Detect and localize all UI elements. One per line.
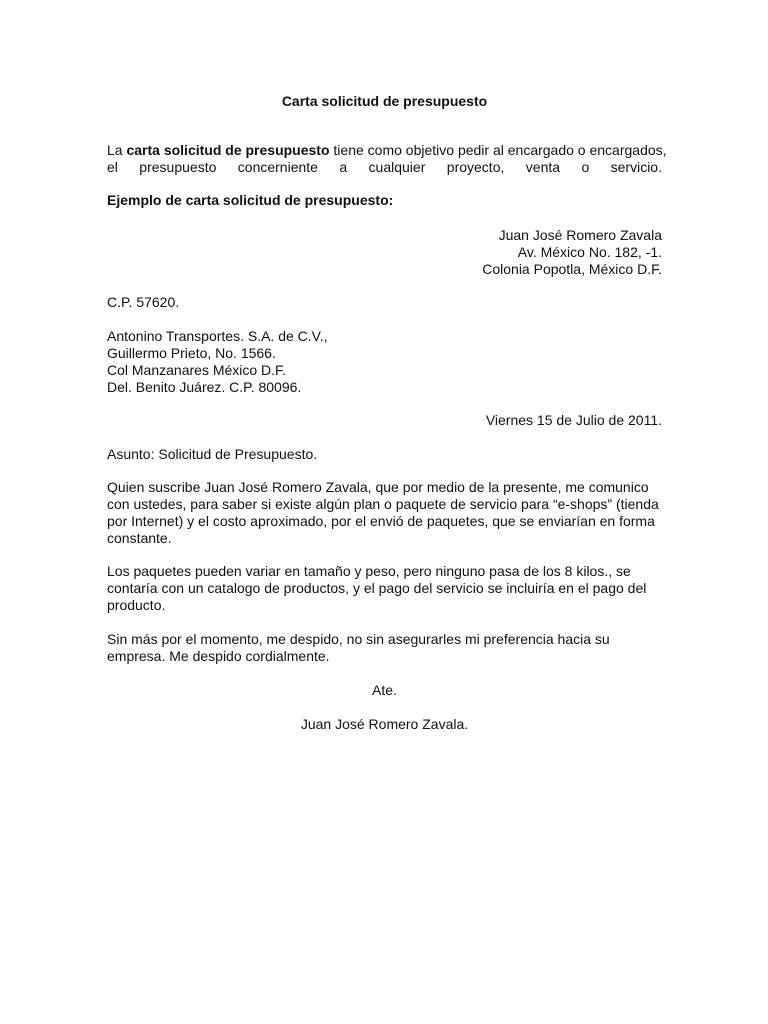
sender-name: Juan José Romero Zavala [498, 227, 662, 243]
paragraph-line: Los paquetes pueden variar en tamaño y peso, pero ninguno pasa de los 8 kilos., se [107, 563, 631, 579]
intro-lead: La [107, 142, 127, 158]
letter-signature: Juan José Romero Zavala. [300, 716, 469, 732]
sender-address [107, 227, 662, 278]
paragraph-line: contaría con un catalogo de productos, y el pago del servicio se incluiría en el pago del [107, 580, 647, 596]
paragraph-line: con ustedes, para saber si existe algún plan o paquete de servicio para “e-shops” (tienda [107, 496, 659, 512]
recipient-line-2: Guillermo Prieto, No. 1566. [107, 345, 276, 361]
paragraph-line: empresa. Me despido cordialmente. [107, 648, 330, 664]
recipient-line-3: Col Manzanares México D.F. [107, 362, 286, 378]
intro-line-1 [107, 142, 667, 159]
intro-paragraph [107, 142, 667, 176]
recipient-line-4: Del. Benito Juárez. C.P. 80096. [107, 379, 302, 395]
body-paragraph-3 [107, 631, 662, 665]
paragraph-line: por Internet) y el costo aproximado, por el envió de paquetes, que se enviarían en forma [107, 513, 655, 529]
recipient-line-1: Antonino Transportes. S.A. de C.V., [107, 328, 328, 344]
paragraph-line: producto. [107, 597, 166, 613]
paragraph-line: constante. [107, 530, 172, 546]
document-title: Carta solicitud de presupuesto [281, 93, 488, 109]
body-paragraph-1 [107, 479, 662, 547]
intro-rest: tiene como objetivo pedir al encargado o encargados, [329, 142, 667, 158]
letter-date: Viernes 15 de Julio de 2011. [485, 412, 662, 428]
letter-closing: Ate. [372, 682, 397, 698]
sender-colony: Colonia Popotla, México D.F. [482, 261, 662, 277]
recipient-address [107, 328, 662, 396]
paragraph-line: Sin más por el momento, me despido, no sin asegurarles mi preferencia hacia su [107, 631, 610, 647]
letter-subject: Asunto: Solicitud de Presupuesto. [107, 446, 318, 462]
intro-bold-term: carta solicitud de presupuesto [126, 142, 330, 158]
example-heading: Ejemplo de carta solicitud de presupuesto: [107, 192, 394, 208]
body-paragraph-2 [107, 563, 662, 614]
paragraph-line: Quien suscribe Juan José Romero Zavala, que por medio de la presente, me comunico [107, 479, 649, 495]
sender-street: Av. México No. 182, -1. [517, 244, 662, 260]
intro-line-2: el presupuesto concerniente a cualquier proyecto, venta o servicio. [107, 159, 662, 175]
postal-code: C.P. 57620. [107, 294, 180, 310]
